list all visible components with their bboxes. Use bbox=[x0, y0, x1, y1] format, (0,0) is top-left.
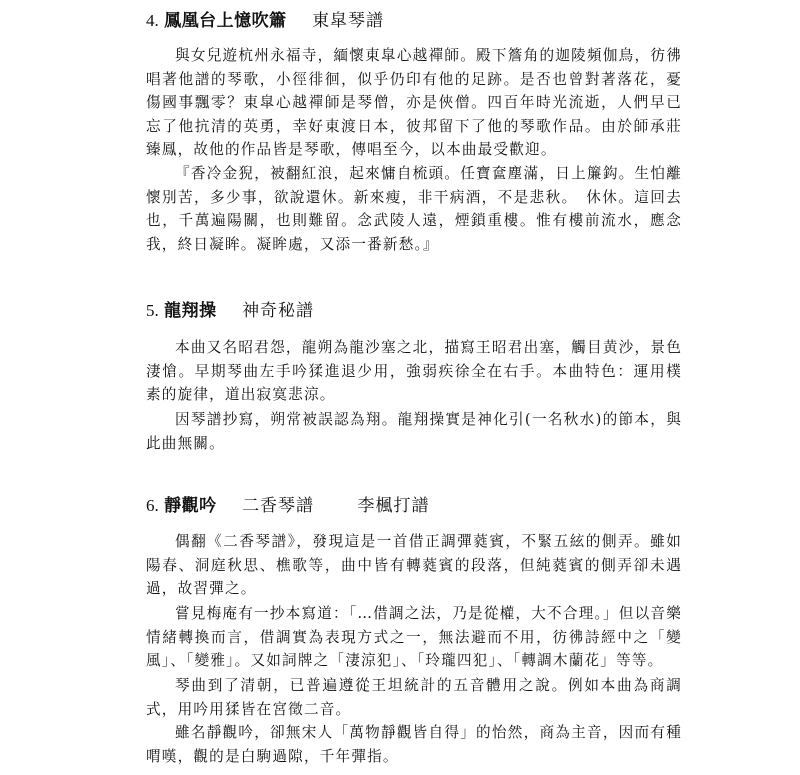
section-5-number: 5. bbox=[146, 301, 159, 320]
section-4-quote: 『香冷金猊，被翻紅浪，起來慵自梳頭。任寶奩塵滿，日上簾鈎。生怕離懷別苦，多少事，欲說還休。新來瘦，非干病酒，不是悲秋。 休休。這回去也，千萬遍陽關，也則難留。念武陵人遠，煙鎖重樓。惟有樓前流水，應念我，終日凝眸。凝眸處，又添一番新愁。』 bbox=[146, 165, 682, 253]
section-5-paragraph-2: 因琴譜抄寫，朔常被誤認為翔。龍翔操實是神化引(一名秋水)的節本，與此曲無關。 bbox=[146, 411, 682, 452]
section-6-paragraph-1: 偶翻《二香琴譜》，發現這是一首借正調彈蕤賓，不緊五絃的側弄。雖如陽春、洞庭秋思、樵歌等，曲中皆有轉蕤賓的段落，但純蕤賓的側弄卻未遇過，故習彈之。 bbox=[146, 533, 682, 597]
section-4-number: 4. bbox=[146, 11, 159, 30]
section-4-heading bbox=[146, 6, 384, 36]
section-4-source: 東皐琴譜 bbox=[312, 11, 385, 31]
section-6-heading bbox=[146, 491, 429, 521]
section-4-paragraph-1: 與女兒遊杭州永福寺，緬懷東皐心越禪師。殿下簷角的迦陵頻伽鳥，彷彿唱著他譜的琴歌，小徑徘徊，似乎仍印有他的足跡。是否也曾對著落花，憂傷國事飄零？東皐心越禪師是琴僧，亦是俠僧。四百年時光流逝，人們早已忘了他抗清的英勇，幸好東渡日本，彼邦留下了他的琴歌作品。由於師承莊臻鳳，故他的作品皆是琴歌，傳唱至今，以本曲最受歡迎。 bbox=[146, 47, 682, 158]
section-6-paragraph-2: 嘗見梅庵有一抄本寫道：「…借調之法，乃是從權，大不合理。」但以音樂情緒轉換而言，借調實為表現方式之一，無法避而不用，彷彿詩經中之「變風」、「變雅」。又如詞牌之「淒涼犯」、「玲瓏四犯」、「轉調木蘭花」等等。 bbox=[146, 605, 682, 669]
section-5-heading bbox=[146, 296, 314, 326]
section-6-source: 二香琴譜 bbox=[242, 496, 315, 516]
section-4-title: 鳳凰台上憶吹簫 bbox=[164, 11, 287, 31]
section-5-title: 龍翔操 bbox=[164, 301, 217, 321]
section-6-number: 6. bbox=[146, 496, 159, 515]
section-5-source: 神奇秘譜 bbox=[242, 301, 315, 321]
section-6-title: 靜觀吟 bbox=[164, 496, 217, 516]
section-6-paragraph-3: 琴曲到了清朝，已普遍遵從王坦統計的五音體用之說。例如本曲為商調式，用吟用猱皆在宮徵二音。 bbox=[146, 677, 682, 718]
section-5-paragraph-1: 本曲又名昭君怨，龍朔為龍沙塞之北，描寫王昭君出塞，觸目黄沙，景色淒愴。早期琴曲左手吟猱進退少用，強弱疾徐全在右手。本曲特色：運用樸素的旋律，道出寂寞悲涼。 bbox=[146, 339, 682, 403]
section-6-paragraph-4: 雖名靜觀吟，卻無宋人「萬物靜觀皆自得」的怡然，商為主音，因而有種喟嘆，觀的是白駒過隙，千年彈指。 bbox=[146, 724, 682, 765]
section-6-source-2: 李楓打譜 bbox=[357, 496, 430, 516]
